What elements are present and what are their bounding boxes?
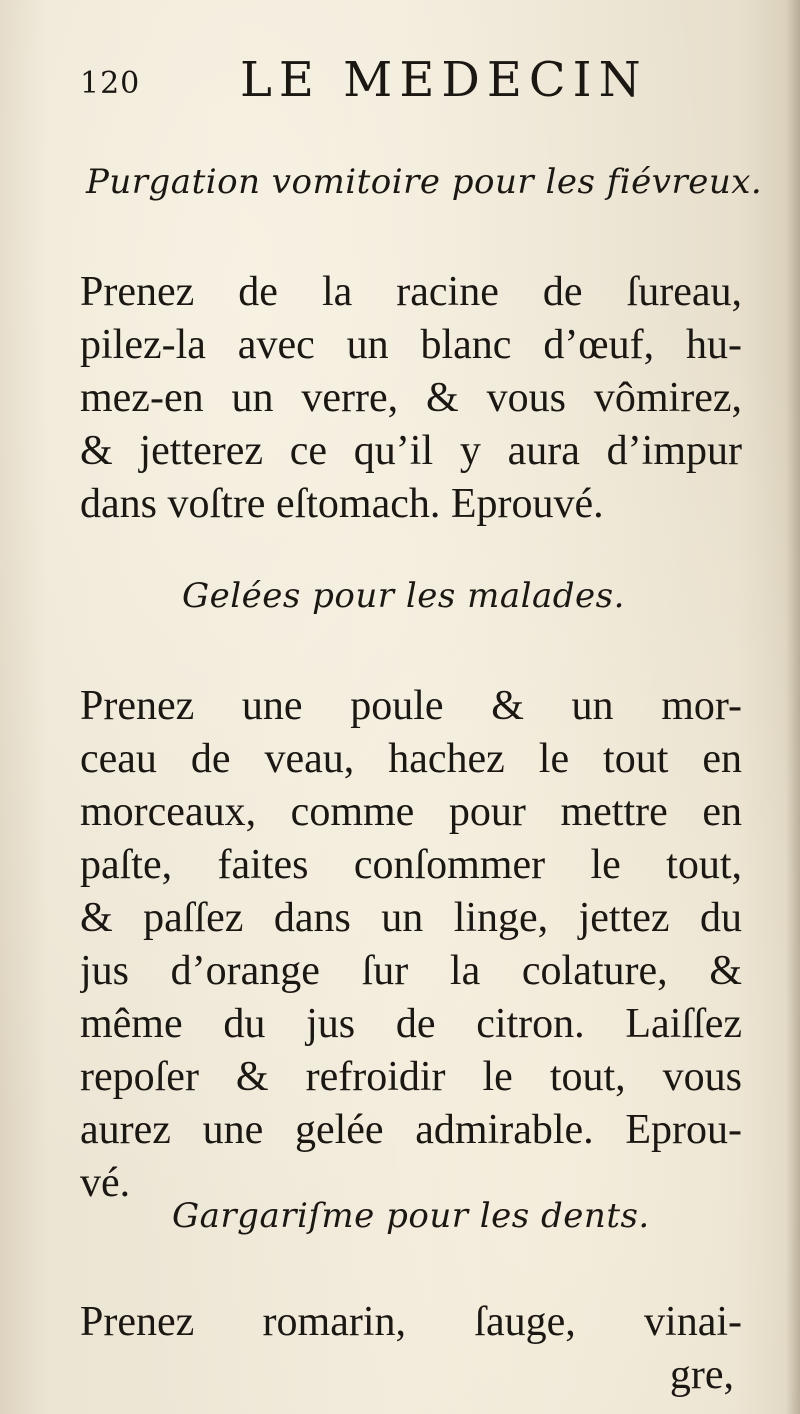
text-line: & jetterez ce qu’il y aura d’impur — [80, 428, 742, 474]
section-heading-purgation: Purgation vomitoire pour les fiévreux. — [86, 162, 763, 202]
catchword: gre, — [669, 1352, 734, 1398]
text-line: mez-en un verre, & vous vômirez, — [80, 375, 742, 421]
text-line: pilez-la avec un blanc d’œuf, hu- — [80, 322, 742, 368]
text-line: ceau de veau, hachez le tout en — [80, 736, 742, 782]
section-text-gargarisme — [80, 1296, 742, 1402]
section-text-gelees — [80, 680, 742, 1210]
text-line: Prenez une poule & un mor- — [80, 683, 742, 729]
text-line: paſte, faites conſommer le tout, — [80, 842, 742, 888]
text-line: morceaux, comme pour mettre en — [80, 789, 742, 835]
text-line: Prenez de la racine de ſureau, — [80, 269, 742, 315]
running-head: LE MEDECIN — [240, 52, 648, 108]
page-edge-shadow — [786, 0, 800, 1414]
section-text-purgation — [80, 266, 742, 531]
section-heading-gelees: Gelées pour les malades. — [182, 576, 625, 616]
page-number: 120 — [80, 66, 141, 101]
page-header — [80, 52, 680, 112]
text-line: jus d’orange ſur la colature, & — [80, 948, 742, 994]
text-line: dans voſtre eſtomach. Eprouvé. — [80, 481, 604, 527]
text-line: & paſſez dans un linge, jettez du — [80, 895, 742, 941]
section-heading-gargarisme: Gargariſme pour les dents. — [172, 1196, 650, 1236]
text-line: vé. — [80, 1160, 131, 1206]
text-line: aurez une gelée admirable. Eprou- — [80, 1107, 742, 1153]
text-line: Prenez romarin, ſauge, vinai- — [80, 1299, 742, 1345]
text-line: même du jus de citron. Laiſſez — [80, 1001, 742, 1047]
text-line: repoſer & refroidir le tout, vous — [80, 1054, 742, 1100]
